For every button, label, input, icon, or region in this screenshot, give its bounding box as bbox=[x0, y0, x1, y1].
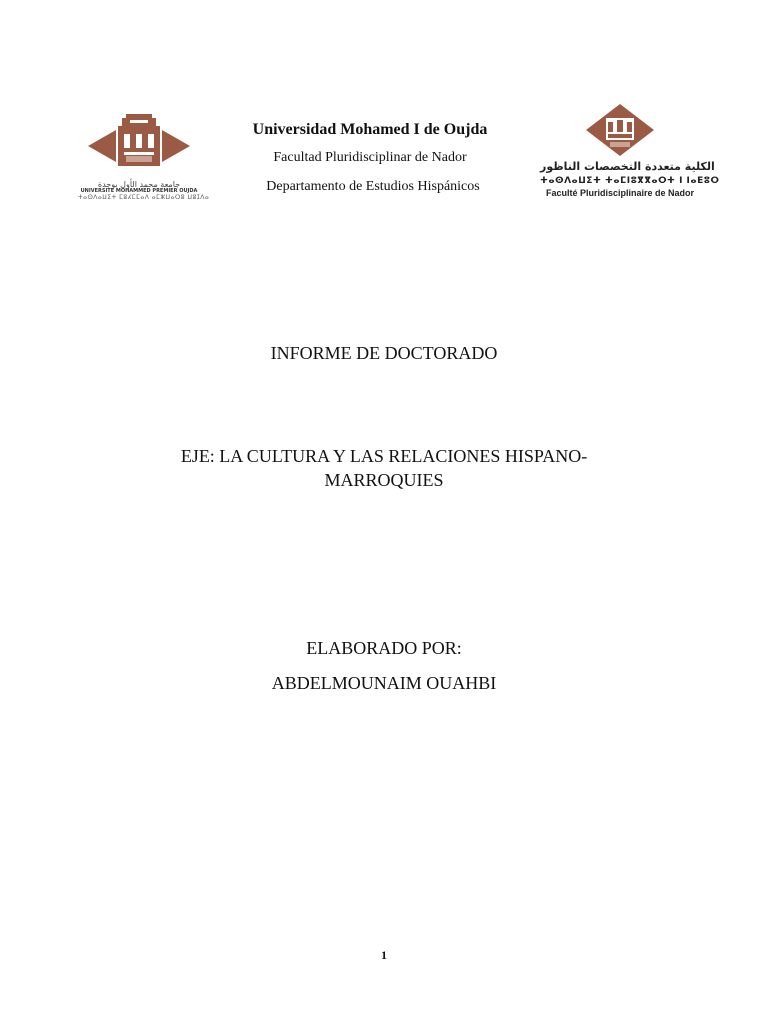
right-logo-latin-caption: Faculté Pluridisciplinaire de Nador bbox=[545, 188, 695, 198]
university-logo bbox=[78, 112, 210, 201]
right-logo-tifinagh-caption: ⵜⴰⵙⴷⴰⵡⵉⵜ ⵜⴰⵎⵏⵓⴳⴳⴰⵔⵜ ⵏ ⵏⴰⴹⵓⵔ bbox=[540, 176, 720, 186]
university-emblem-icon bbox=[78, 112, 200, 178]
left-logo-tifinagh-caption: ⵜⴰⵙⴷⴰⵡⵉⵜ ⵎⵓⵃⵎⵎⴰⴷ ⴰⵎⵣⵡⴰⵔⵓ ⵡⵓⵊⴷⴰ bbox=[78, 194, 210, 201]
faculty-emblem-icon bbox=[540, 100, 700, 160]
author-name: ABDELMOUNAIM OUAHBI bbox=[271, 673, 497, 693]
left-logo-latin-caption: UNIVERSITE MOHAMMED PREMIER OUJDA bbox=[80, 188, 198, 194]
research-axis-title bbox=[110, 444, 658, 492]
right-logo-arabic-caption: الكلية متعددة التخصصات الناظور bbox=[540, 160, 715, 173]
faculty-name: Facultad Pluridisciplinar de Nador bbox=[273, 150, 467, 165]
university-title: Universidad Mohamed I de Oujda bbox=[252, 121, 488, 138]
page-number: 1 bbox=[381, 948, 387, 962]
axis-title-line-1: EJE: LA CULTURA Y LAS RELACIONES HISPANO- bbox=[180, 446, 588, 466]
report-type-heading: INFORME DE DOCTORADO bbox=[270, 343, 498, 363]
author-label: ELABORADO POR: bbox=[306, 638, 462, 658]
department-name: Departamento de Estudios Hispánicos bbox=[266, 179, 480, 194]
axis-title-line-2: MARROQUIES bbox=[324, 470, 444, 490]
faculty-logo bbox=[540, 100, 720, 200]
left-logo-arabic-caption: جامعة محمد الأول بوجدة bbox=[97, 180, 181, 189]
